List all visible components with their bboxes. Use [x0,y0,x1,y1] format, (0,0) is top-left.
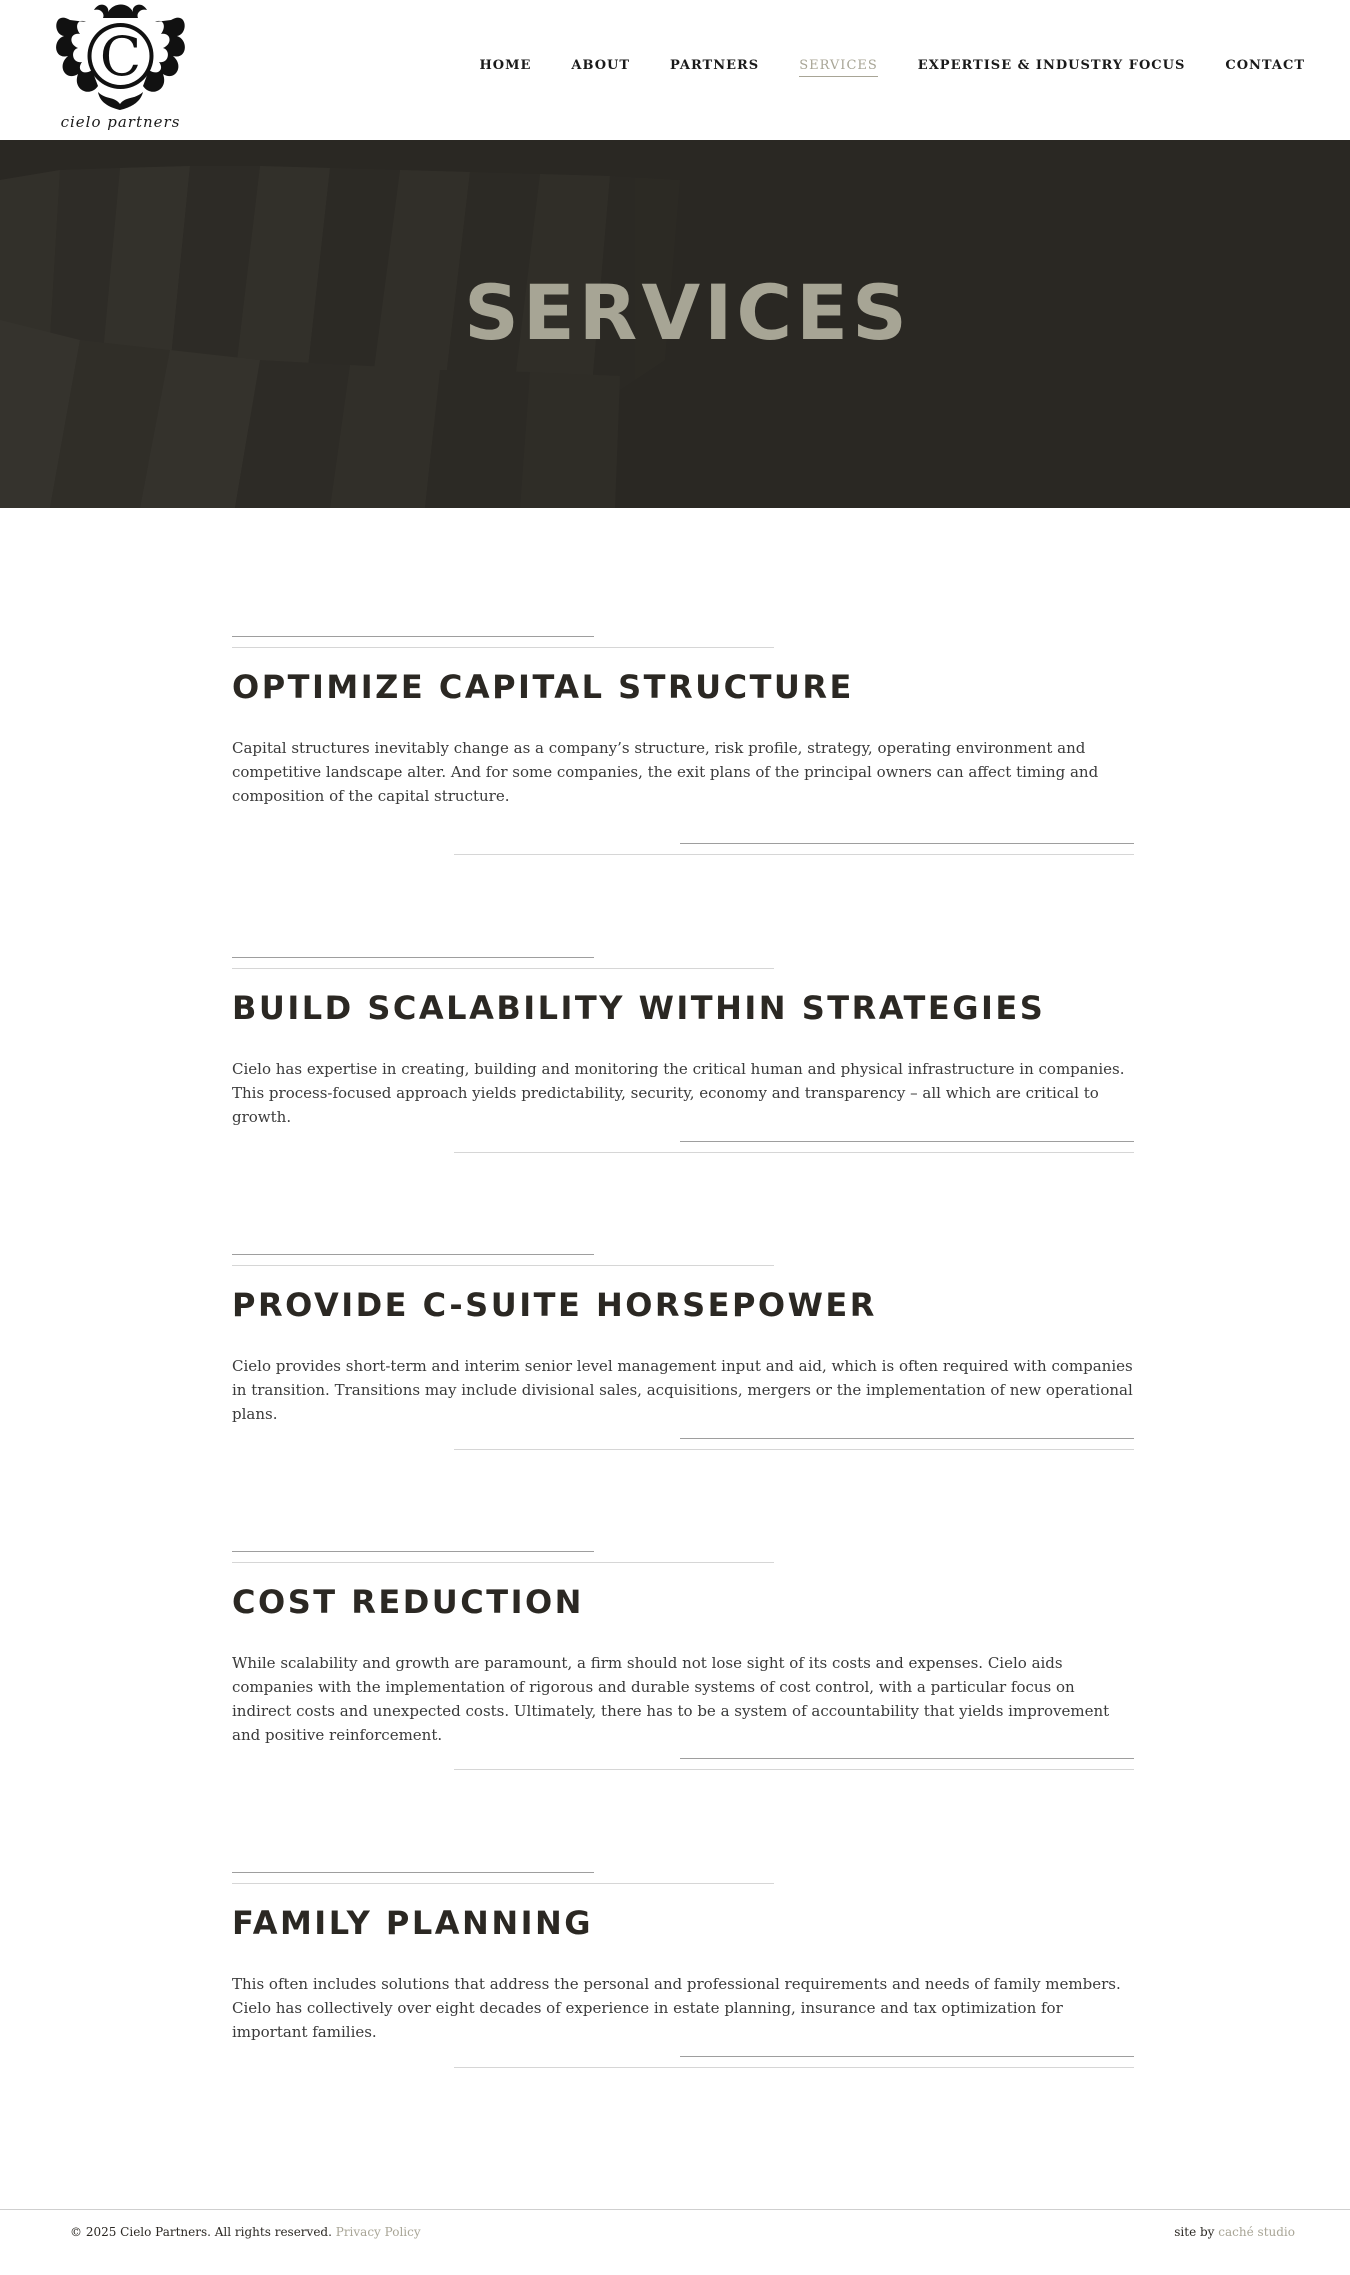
divider-line [232,1872,594,1873]
divider-line [232,1883,774,1884]
logo-link[interactable] [48,0,198,138]
divider-line [232,968,774,969]
divider-line [680,1141,1134,1142]
divider-line [454,1152,1134,1153]
nav-services[interactable]: SERVICES [799,58,878,77]
service-optimize-capital [232,636,1134,858]
hero-banner [0,140,1350,508]
page-title: SERVICES [464,268,911,357]
divider-line [680,1438,1134,1439]
divider-line [232,647,774,648]
cielo-crest-logo-icon [48,0,193,112]
divider-line [232,957,594,958]
footer-copyright [70,2225,421,2239]
service-build-scalability [232,957,1134,1153]
divider-line [232,1551,594,1552]
service-description: Cielo provides short-term and interim senior level management input and aid, which is often required with companies in transition. Transitions may include divisional sales, acquisitions, mergers or the implementation of new operational plans. [232,1357,1133,1423]
divider-line [454,1449,1134,1450]
service-title: COST REDUCTION [232,1583,584,1621]
logo-wordmark: cielo partners [60,113,181,131]
service-title: FAMILY PLANNING [232,1904,594,1942]
site-footer [0,2209,1350,2275]
divider-line [232,1265,774,1266]
copyright-text: © 2025 Cielo Partners. All rights reserved. [70,2225,332,2239]
main-nav [439,58,1305,77]
site-header [0,0,1350,140]
divider-line [454,2067,1134,2068]
service-description: This often includes solutions that address the personal and professional requirements and needs of family members. Cielo has collectively over eight decades of experience in estate planning, insurance and tax optimization for important families. [232,1975,1121,2041]
divider-line [680,843,1134,844]
footer-credit [1174,2225,1295,2239]
credit-prefix: site by [1174,2225,1215,2239]
divider-line [454,854,1134,855]
service-cost-reduction [232,1551,1134,1773]
privacy-policy-link[interactable]: Privacy Policy [335,2225,421,2239]
divider-line [232,1254,594,1255]
divider-line [680,2056,1134,2057]
divider-line [454,1769,1134,1770]
divider-line [232,1562,774,1563]
nav-home[interactable]: HOME [479,58,532,73]
service-description: While scalability and growth are paramount, a firm should not lose sight of its costs and expenses. Cielo aids companies with the implementation of rigorous and durable systems of cost control, with a particular focus on indirect costs and unexpected costs. Ultimately, there has to be a system of accountability that yields improvement and positive reinforcement. [232,1654,1110,1744]
divider-line [232,636,594,637]
nav-about[interactable]: ABOUT [571,58,631,73]
divider-line [680,1758,1134,1759]
service-c-suite [232,1254,1134,1450]
nav-expertise[interactable]: EXPERTISE & INDUSTRY FOCUS [917,58,1186,73]
service-title: PROVIDE C-SUITE HORSEPOWER [232,1286,877,1324]
nav-partners[interactable]: PARTNERS [670,58,760,73]
nav-contact[interactable]: CONTACT [1225,58,1305,73]
service-description: Capital structures inevitably change as a company’s structure, risk profile, strategy, operating environment and competitive landscape alter. And for some companies, the exit plans of the principal owners can affect timing and composition of the capital structure. [232,739,1099,805]
service-family-planning [232,1872,1134,2068]
service-title: BUILD SCALABILITY WITHIN STRATEGIES [232,989,1046,1027]
svg-text:C: C [99,25,142,88]
cache-studio-link[interactable]: caché studio [1218,2225,1295,2239]
service-title: OPTIMIZE CAPITAL STRUCTURE [232,668,854,706]
service-description: Cielo has expertise in creating, building and monitoring the critical human and physical infrastructure in companies. This process-focused approach yields predictability, security, economy and transparency – all which are critical to growth. [232,1060,1125,1126]
